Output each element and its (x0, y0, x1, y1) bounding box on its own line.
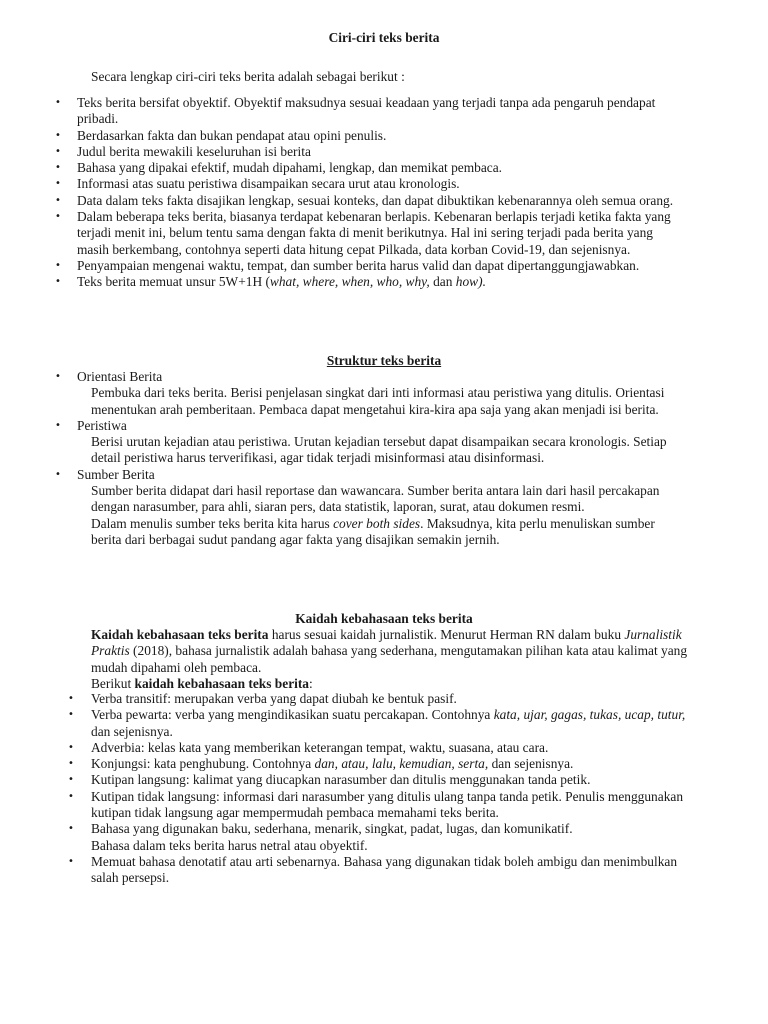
list-item (91, 707, 691, 740)
list-item (91, 756, 691, 772)
struktur-list (77, 369, 685, 548)
italic-text: Jurnalistik Praktis (91, 627, 682, 659)
struktur-description: Pembuka dari teks berita. Berisi penjelasan singkat dari inti informasi atau peristiwa yang ditulis. Orientasi menentukan arah pemberitaan. Pembaca dapat mengetahui kira-kira apa saja yang akan menjadi isi berita. (91, 385, 665, 417)
italic-text: how). (455, 274, 486, 290)
list-item: • Berdasarkan fakta dan bukan pendapat atau opini penulis. (77, 128, 685, 144)
page-title: Ciri-ciri teks berita (328, 30, 440, 45)
bold-text: Kaidah kebahasaan teks berita (91, 627, 269, 642)
struktur-label: • Peristiwa (77, 417, 127, 433)
struktur-description: Sumber berita didapat dari hasil reportase dan wawancara. Sumber berita antara lain dari hasil percakapan dengan narasumber, para ahli, siaran pers, data statistik, laporan, surat, atau dokumen resmi. (91, 483, 660, 515)
kaidah-intro-paragraph (91, 627, 691, 676)
list-item: • Verba transitif: merupakan verba yang dapat diubah ke bentuk pasif. (91, 691, 691, 707)
text-line: • Bahasa yang digunakan baku, sederhana, menarik, singkat, padat, lugas, dan komunikatif. (91, 821, 573, 837)
text-span: harus sesuai kaidah jurnalistik. Menurut Herman RN dalam buku (268, 627, 625, 642)
list-item: • Kutipan langsung: kalimat yang diucapkan narasumber dan ditulis menggunakan tanda petik. (91, 772, 691, 788)
text-span: dan sejenisnya. (488, 756, 574, 772)
list-item: • Adverbia: kelas kata yang memberikan keterangan tempat, waktu, suasana, atau cara. (91, 740, 691, 756)
struktur-label: • Orientasi Berita (77, 369, 163, 384)
text-span: Konjungsi: kata penghubung. Contohnya (91, 756, 315, 772)
italic-text: what, where, when, who, why, (269, 274, 430, 290)
text-span: Berikut (91, 675, 135, 691)
list-item (77, 274, 685, 290)
struktur-description: Berisi urutan kejadian atau peristiwa. Urutan kejadian tersebut dapat disampaikan secara kronologis. Setiap detail peristiwa harus terverifikasi, agar tidak terjadi misinformasi atau disinformasi. (91, 434, 667, 466)
kaidah-list (91, 691, 691, 887)
text-span: (2018), bahasa jurnalistik adalah bahasa yang sederhana, mengutamakan pilihan kata atau kalimat yang mudah dipahami oleh pembaca. (91, 643, 688, 675)
struktur-description-2 (77, 516, 685, 549)
list-item: • Memuat bahasa denotatif atau arti sebenarnya. Bahasa yang digunakan tidak boleh ambigu dan menimbulkan salah persepsi. (91, 854, 691, 887)
text-span: Teks berita memuat unsur 5W+1H ( (77, 274, 270, 290)
ciri-list (77, 95, 685, 291)
kaidah-berikut-line (91, 676, 691, 692)
list-item: • Data dalam teks fakta disajikan lengkap, sesuai konteks, dan dapat dibuktikan kebenarannya oleh semua orang. (77, 193, 685, 209)
section-title-kaidah: Kaidah kebahasaan teks berita (295, 611, 473, 626)
struktur-item-sumber (77, 467, 685, 548)
text-span: . Maksudnya, kita perlu menuliskan sumber berita dari berbagai sudut pandang agar fakta yang disajikan semakin jernih. (91, 515, 655, 547)
list-item: • Judul berita mewakili keseluruhan isi berita (77, 144, 685, 160)
italic-text: cover both sides (333, 515, 421, 531)
text-span: Verba pewarta: verba yang mengindikasikan suatu percakapan. Contohnya (91, 707, 494, 723)
italic-text: dan, atau, lalu, kemudian, serta, (314, 756, 489, 772)
kaidah-intro (91, 627, 691, 692)
list-item: • Bahasa yang dipakai efektif, mudah dipahami, lengkap, dan memikat pembaca. (77, 160, 685, 176)
list-item (91, 821, 691, 854)
list-item: • Kutipan tidak langsung: informasi dari narasumber yang ditulis ulang tanpa tanda petik. Penulis menggunakan kutipan tidak langsung agar mempermudah pembaca memahami teks berita. (91, 789, 691, 822)
list-item: • Teks berita bersifat obyektif. Obyektif maksudnya sesuai keadaan yang terjadi tanpa ada pengaruh pendapat pribadi. (77, 95, 685, 128)
italic-text: kata, ujar, gagas, tukas, ucap, tutur, (493, 707, 686, 723)
list-item: • Penyampaian mengenai waktu, tempat, dan sumber berita harus valid dan dapat dipertanggungjawabkan. (77, 258, 685, 274)
struktur-item-peristiwa (77, 418, 685, 467)
bold-text: kaidah kebahasaan teks berita (134, 675, 310, 691)
text-span: dan sejenisnya. (91, 723, 173, 739)
text-span: Dalam menulis sumber teks berita kita harus (91, 515, 334, 531)
struktur-label: • Sumber Berita (77, 466, 155, 482)
section-title-struktur: Struktur teks berita (326, 353, 442, 368)
text-span: : (309, 675, 313, 691)
struktur-item-orientasi (77, 369, 685, 418)
intro-paragraph: Secara lengkap ciri-ciri teks berita adalah sebagai berikut : (91, 69, 405, 84)
text-span: dan (429, 274, 456, 290)
text-line: Bahasa dalam teks berita harus netral atau obyektif. (91, 837, 368, 853)
list-item: • Informasi atas suatu peristiwa disampaikan secara urut atau kronologis. (77, 176, 685, 192)
list-item: • Dalam beberapa teks berita, biasanya terdapat kebenaran berlapis. Kebenaran berlapis terjadi ketika fakta yang terjadi menit ini, belum tentu sama dengan fakta di menit berikutnya. Hal ini sering terjadi pada berita yang masih berkembang, contohnya seperti data hitung cepat Pilkada, data korban Covid-19, dan sejenisnya. (77, 209, 685, 258)
